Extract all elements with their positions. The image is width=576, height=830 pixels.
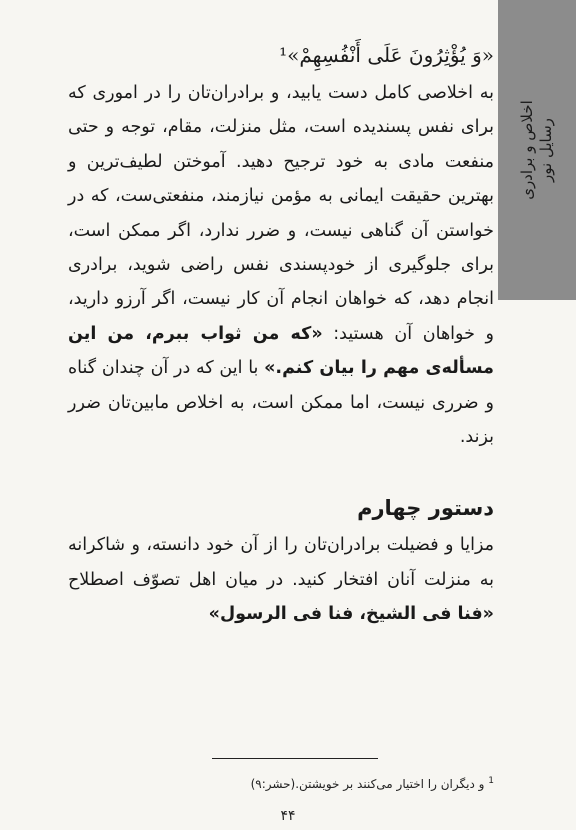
- side-title-line1: اخلاص و برادری: [518, 100, 536, 200]
- footnote-text: و دیگران را اختیار می‌کنند بر خویشتن.(حشر:۹): [250, 777, 485, 791]
- side-title-line2: رسایل نور: [537, 118, 555, 182]
- footnote-divider: [212, 758, 378, 759]
- paragraph-1-bold-quote: «که من ثواب ببرم، من این مسأله‌ی مهم را بیان کنم.»: [68, 323, 494, 379]
- paragraph-1: [68, 76, 494, 454]
- paragraph-2-text: مزایا و فضیلت برادران‌تان را از آن خود دانسته، و شاکرانه به منزلت آنان افتخار کنید. در میان اهل تصوّف اصطلاح: [68, 535, 494, 590]
- paragraph-1-tail: با این که در آن چندان گناه و ضرری نیست، اما ممکن است، به اخلاص مابین‌تان ضرر بزند.: [68, 358, 494, 448]
- footnote: [251, 776, 494, 791]
- quran-verse: «وَ يُؤْثِرُونَ عَلَى أَنْفُسِهِمْ»¹: [279, 43, 494, 67]
- section-heading: دستور چهارم: [357, 496, 494, 521]
- paragraph-2-bold-term: «فنا فی الشیخ، فنا فی الرسول»: [208, 604, 494, 625]
- page-content: [68, 38, 494, 632]
- paragraph-2: [68, 528, 494, 631]
- side-title: [498, 0, 576, 300]
- paragraph-1-text: به اخلاصی کامل دست یابید، و برادران‌تان را در اموری که برای نفس پسندیده است، مثل منزلت، مقام، توجه و حتی منفعت مادی به خود ترجیح دهید. آموختن لطیف‌ترین و بهترین حقیقت ایمانی به مؤمن نیازمند، منفعتی‌ست، که در خواستن آن گناهی نیست، و ضرر ندارد، اگر ممکن است، برای جلوگیری از خودپسندی نفس راضی شوید، برادری انجام دهد، که خواهان انجام آن کار نیست، اگر آرزو دارید، و خواهان آن هستید:: [68, 83, 494, 344]
- page-number: ۴۴: [280, 808, 296, 824]
- footnote-marker: 1: [488, 776, 494, 786]
